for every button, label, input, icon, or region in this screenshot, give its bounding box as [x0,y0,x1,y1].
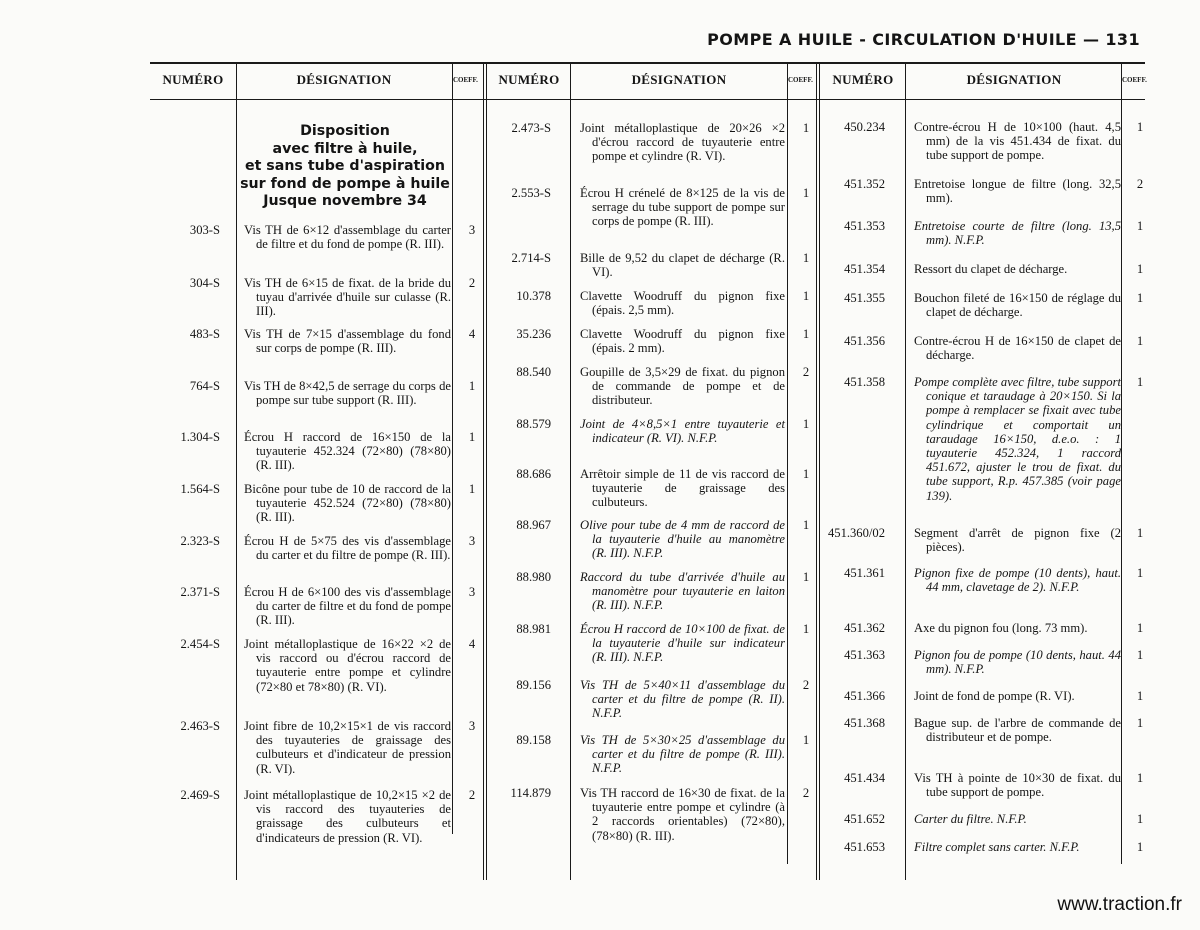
col-rule [570,64,571,880]
part-designation [580,678,785,721]
part-designation-text: Écrou H crénelé de 8×125 de la vis de serrage du tube support de pompe sur corps de pompe (R. III). [580,186,785,229]
part-designation [580,417,785,445]
part-designation-text: Écrou H de 6×100 des vis d'assemblage du carter de filtre et du fond de pompe (R. III). [244,585,451,628]
part-number: 451.360/02 [827,526,885,540]
part-number: 451.652 [844,812,885,826]
part-designation [914,375,1121,503]
part-designation-text: Écrou H raccord de 16×150 de la tuyauterie 452.324 (72×80) (78×80) (R. III). [244,430,451,473]
page-header [707,30,1140,49]
part-designation-text: Contre-écrou H de 16×150 de clapet de décharge. [914,334,1121,363]
part-number: 451.352 [844,177,885,191]
part-coefficient: 1 [802,186,810,200]
part-designation [244,223,451,251]
part-coefficient: 1 [802,121,810,135]
part-designation [914,621,1121,635]
part-number: 88.540 [516,365,551,379]
part-coefficient: 2 [802,786,810,800]
part-coefficient: 1 [802,622,810,636]
page-number: 131 [1105,30,1140,49]
part-designation [914,689,1121,703]
part-coefficient: 2 [802,365,810,379]
title-dash: — [1082,30,1100,49]
part-designation [580,733,785,776]
part-number: 450.234 [844,120,885,134]
part-number: 89.158 [516,733,551,747]
part-designation [244,327,451,355]
section-title [238,123,452,211]
part-number: 764-S [189,379,220,393]
part-designation [914,840,1121,854]
part-coefficient: 1 [1136,526,1144,540]
part-coefficient: 1 [468,379,476,393]
part-coefficient: 1 [1136,621,1144,635]
part-number: 2.463-S [180,719,220,733]
part-designation [580,570,785,613]
part-coefficient: 1 [802,251,810,265]
part-number: 451.354 [844,262,885,276]
header-coeff: COEFF. [1122,76,1147,84]
part-designation [244,585,451,628]
part-designation [914,219,1121,247]
part-designation-text: Joint de fond de pompe (R. VI). [914,689,1075,703]
part-designation-text: Écrou H raccord de 10×100 de fixat. de la tuyauterie d'huile sur indicateur (R. III). N.F.P. [580,622,785,665]
part-designation-text: Bille de 9,52 du clapet de décharge (R. VI). [580,251,785,280]
part-designation-text: Ressort du clapet de décharge. [914,262,1068,276]
part-designation-text: Raccord du tube d'arrivée d'huile au manomètre pour tuyauterie en laiton (R. III). N.F.P. [580,570,785,613]
part-designation [580,289,785,317]
part-designation-text: Vis TH de 6×15 de fixat. de la bride du tuyau d'arrivée d'huile sur culasse (R. III). [244,276,451,319]
part-coefficient: 1 [1136,291,1144,305]
part-designation [914,526,1121,554]
page-title: POMPE A HUILE - CIRCULATION D'HUILE [707,30,1077,49]
part-designation [580,518,785,561]
section-title-line: Jusque novembre 34 [263,193,427,209]
part-coefficient: 2 [802,678,810,692]
part-designation [244,637,451,694]
part-coefficient: 1 [1136,716,1144,730]
part-designation-text: Bouchon fileté de 16×150 de réglage du clapet de décharge. [914,291,1121,320]
part-coefficient: 4 [468,637,476,651]
part-coefficient: 1 [1136,262,1144,276]
col-rule [452,64,453,834]
part-designation-text: Joint métalloplastique de 10,2×15 ×2 de vis raccord des tuyauteries de graissage des culbuteurs et d'indicateurs de pression (R. VI). [244,788,451,845]
part-coefficient: 3 [468,585,476,599]
part-number: 451.356 [844,334,885,348]
part-designation-text: Pignon fou de pompe (10 dents, haut. 44 mm). N.F.P. [914,648,1121,677]
part-coefficient: 2 [1136,177,1144,191]
part-designation [580,786,785,843]
part-designation [914,334,1121,362]
part-coefficient: 1 [802,417,810,431]
part-designation [244,788,451,845]
part-number: 2.371-S [180,585,220,599]
part-designation [580,622,785,665]
header-designation: DÉSIGNATION [631,72,727,87]
part-number: 10.378 [516,289,551,303]
part-designation-text: Entretoise courte de filtre (long. 13,5 mm). N.F.P. [914,219,1121,248]
part-designation [914,177,1121,205]
part-designation-text: Vis TH raccord de 16×30 de fixat. de la tuyauterie entre pompe et cylindre (à 2 raccords orientables) (72×80), (78×80) (R. III). [580,786,785,843]
part-number: 2.553-S [511,186,551,200]
part-coefficient: 1 [1136,219,1144,233]
part-designation [580,251,785,279]
header-coeff: COEFF. [453,76,478,84]
part-coefficient: 1 [1136,566,1144,580]
part-coefficient: 1 [802,327,810,341]
watermark-link[interactable]: www.traction.fr [1057,894,1182,915]
part-designation-text: Joint fibre de 10,2×15×1 de vis raccord des tuyauteries de graissage des culbuteurs et d'indicateur de pression (R. VI). [244,719,451,776]
part-designation-text: Goupille de 3,5×29 de fixat. du pignon de commande de pompe et de distributeur. [580,365,785,408]
part-coefficient: 1 [802,518,810,532]
part-designation-text: Clavette Woodruff du pignon fixe (épais. 2,5 mm). [580,289,785,318]
part-coefficient: 3 [468,534,476,548]
part-coefficient: 1 [1136,689,1144,703]
part-number: 2.323-S [180,534,220,548]
part-designation [580,327,785,355]
part-designation [914,812,1121,826]
part-number: 451.358 [844,375,885,389]
part-designation [580,467,785,510]
header-numero: NUMÉRO [162,72,224,87]
header-coeff: COEFF. [788,76,813,84]
part-number: 304-S [189,276,220,290]
part-number: 451.434 [844,771,885,785]
part-number: 451.355 [844,291,885,305]
part-designation-text: Vis TH de 8×42,5 de serrage du corps de pompe sur tube support (R. III). [244,379,451,408]
part-designation [580,121,785,164]
part-number: 89.156 [516,678,551,692]
part-number: 451.363 [844,648,885,662]
part-designation [244,534,451,562]
part-designation-text: Joint métalloplastique de 16×22 ×2 de vis raccord ou d'écrou raccord de tuyauterie entre pompe et cylindre (72×80 et 78×80) (R. VI). [244,637,451,694]
part-designation-text: Axe du pignon fou (long. 73 mm). [914,621,1088,635]
part-designation-text: Vis TH de 6×12 d'assemblage du carter de filtre et du fond de pompe (R. III). [244,223,451,252]
part-coefficient: 4 [468,327,476,341]
part-number: 451.366 [844,689,885,703]
part-number: 483-S [189,327,220,341]
part-designation [244,276,451,319]
header-bottom-rule [150,99,1145,100]
part-number: 2.473-S [511,121,551,135]
part-coefficient: 2 [468,276,476,290]
part-coefficient: 1 [468,482,476,496]
part-designation-text: Bague sup. de l'arbre de commande de distributeur et de pompe. [914,716,1121,745]
part-designation [914,291,1121,319]
part-number: 35.236 [516,327,551,341]
part-designation [244,719,451,776]
section-title-line: sur fond de pompe à huile [240,175,450,192]
header-designation: DÉSIGNATION [966,72,1062,87]
part-coefficient: 1 [1136,334,1144,348]
part-coefficient: 2 [468,788,476,802]
part-number: 88.579 [516,417,551,431]
part-coefficient: 1 [802,570,810,584]
part-coefficient: 1 [468,430,476,444]
part-designation-text: Entretoise longue de filtre (long. 32,5 mm). [914,177,1121,206]
part-number: 451.362 [844,621,885,635]
part-coefficient: 3 [468,719,476,733]
part-designation-text: Filtre complet sans carter. N.F.P. [914,840,1080,854]
part-designation-text: Joint de 4×8,5×1 entre tuyauterie et indicateur (R. VI). N.F.P. [580,417,785,446]
part-designation-text: Joint métalloplastique de 20×26 ×2 d'écrou raccord de tuyauterie entre pompe et cylindre (R. VI). [580,121,785,164]
part-number: 88.967 [516,518,551,532]
part-coefficient: 1 [1136,375,1144,389]
part-designation-text: Olive pour tube de 4 mm de raccord de la tuyauterie d'huile au manomètre (R. III). N.F.P. [580,518,785,561]
part-designation [244,430,451,473]
col-rule [905,64,906,880]
section-title-line: et sans tube d'aspiration [244,158,446,174]
part-number: 451.368 [844,716,885,730]
part-number: 2.469-S [180,788,220,802]
part-coefficient: 3 [468,223,476,237]
part-designation-text: Clavette Woodruff du pignon fixe (épais. 2 mm). [580,327,785,356]
header-top-rule [150,62,1145,64]
part-coefficient: 1 [1136,840,1144,854]
part-designation [914,120,1121,163]
part-designation [914,716,1121,744]
part-number: 1.304-S [180,430,220,444]
part-coefficient: 1 [1136,812,1144,826]
part-designation [244,482,451,525]
part-number: 88.980 [516,570,551,584]
col-rule [1121,64,1122,864]
part-coefficient: 1 [802,467,810,481]
part-designation [914,566,1121,594]
part-designation-text: Arrêtoir simple de 11 de vis raccord de tuyauterie de graissage des culbuteurs. [580,467,785,510]
part-coefficient: 1 [1136,648,1144,662]
part-designation-text: Bicône pour tube de 10 de raccord de la tuyauterie 452.524 (72×80) (78×80) (R. III). [244,482,451,525]
part-number: 2.714-S [511,251,551,265]
part-number: 2.454-S [180,637,220,651]
part-number: 303-S [189,223,220,237]
part-designation-text: Écrou H de 5×75 des vis d'assemblage du carter et du filtre de pompe (R. III). [244,534,451,563]
section-title-line: avec filtre à huile, [272,140,418,157]
part-designation-text: Vis TH à pointe de 10×30 de fixat. du tube support de pompe. [914,771,1121,800]
part-designation [914,262,1121,276]
part-number: 88.981 [516,622,551,636]
part-designation-text: Pompe complète avec filtre, tube support conique et taraudage à 20×150. Si la pompe à remplacer se fixait avec tube cylindrique et comportait un taraudage 16×150, d.e.o. : 1 tuyauterie 452.324, 1 raccord 451.672, ajuster le trou de fixat. du tube support, R.p. 457.385 (voir page 139). [914,375,1121,503]
part-designation-text: Carter du filtre. N.F.P. [914,812,1027,826]
part-number: 451.353 [844,219,885,233]
part-designation [914,648,1121,676]
part-designation [914,771,1121,799]
part-designation-text: Segment d'arrêt de pignon fixe (2 pièces). [914,526,1121,555]
part-designation [244,379,451,407]
part-designation-text: Contre-écrou H de 10×100 (haut. 4,5 mm) de la vis 451.434 de fixat. du tube support de pompe. [914,120,1121,163]
col-rule [787,64,788,864]
part-number: 88.686 [516,467,551,481]
part-designation-text: Vis TH de 5×40×11 d'assemblage du carter et du filtre de pompe (R. II). N.F.P. [580,678,785,721]
part-number: 1.564-S [180,482,220,496]
part-coefficient: 1 [1136,771,1144,785]
part-coefficient: 1 [802,289,810,303]
part-coefficient: 1 [802,733,810,747]
part-number: 451.361 [844,566,885,580]
part-number: 114.879 [510,786,551,800]
part-coefficient: 1 [1136,120,1144,134]
section-title-line: Disposition [300,123,390,139]
header-numero: NUMÉRO [498,72,560,87]
part-designation-text: Vis TH de 7×15 d'assemblage du fond sur corps de pompe (R. III). [244,327,451,356]
part-designation-text: Pignon fixe de pompe (10 dents), haut. 44 mm, clavetage de 2). N.F.P. [914,566,1121,595]
header-designation: DÉSIGNATION [296,72,392,87]
part-designation-text: Vis TH de 5×30×25 d'assemblage du carter et du filtre de pompe (R. III). N.F.P. [580,733,785,776]
part-designation [580,365,785,408]
col-rule [236,64,237,880]
part-designation [580,186,785,229]
header-numero: NUMÉRO [832,72,894,87]
part-number: 451.653 [844,840,885,854]
